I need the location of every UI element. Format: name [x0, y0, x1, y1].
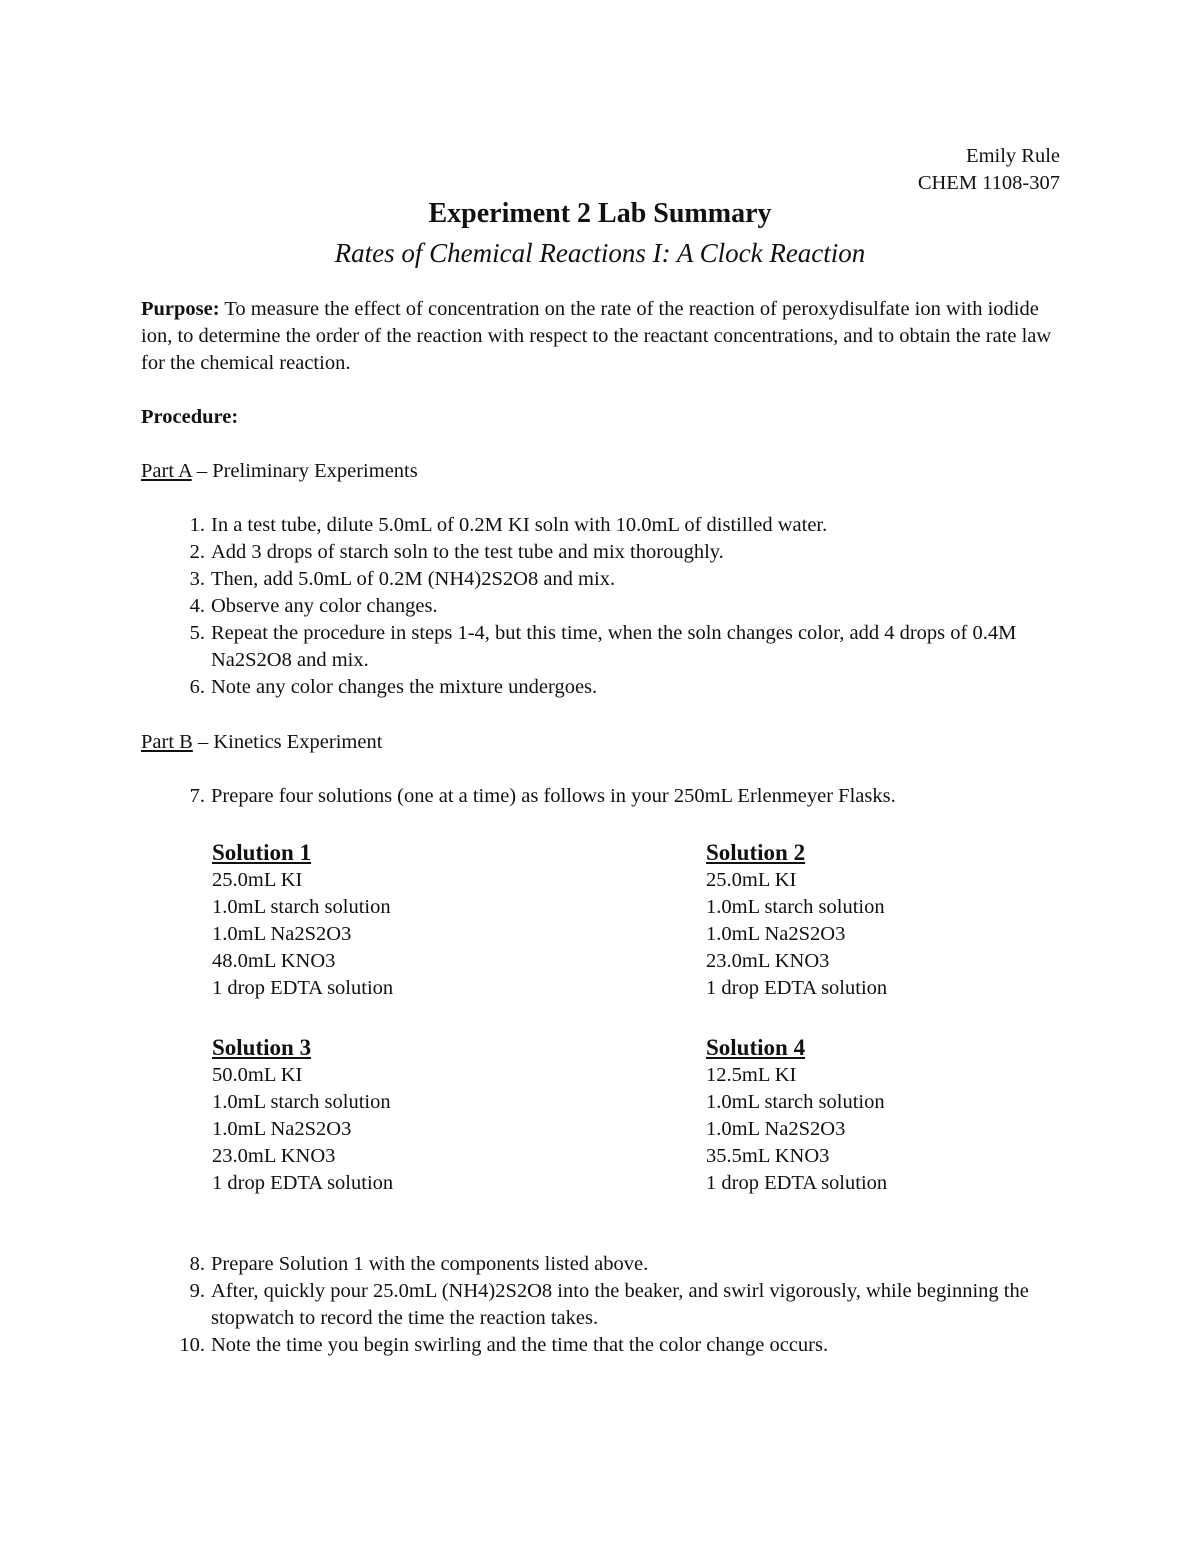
part-a-label: Part A [141, 460, 192, 482]
solution-3: Solution 3 50.0mL KI 1.0mL starch solution 1.0mL Na2S2O3 23.0mL KNO3 1 drop EDTA solution [212, 1034, 572, 1197]
list-item: 10. Note the time you begin swirling and the time that the color change occurs. [179, 1334, 829, 1356]
document-subtitle: Rates of Chemical Reactions I: A Clock Reaction [334, 238, 866, 268]
purpose-label: Purpose: [141, 298, 220, 320]
list-item: 1. In a test tube, dilute 5.0mL of 0.2M KI soln with 10.0mL of distilled water. [189, 514, 828, 536]
list-item: 8. Prepare Solution 1 with the components listed above. [189, 1253, 649, 1275]
author-block [918, 143, 1060, 197]
solution-heading: Solution 3 [212, 1035, 312, 1060]
list-item: 4. Observe any color changes. [189, 595, 438, 617]
part-b-label: Part B [141, 731, 193, 753]
part-b-heading [141, 729, 1071, 756]
solution-heading: Solution 2 [706, 840, 806, 865]
part-b-title: – Kinetics Experiment [192, 731, 383, 753]
list-item: 5. Repeat the procedure in steps 1-4, but this time, when the soln changes color, add 4 drops of 0.4M Na2S2O8 and mix. [189, 622, 1017, 671]
purpose-text: To measure the effect of concentration on the rate of the reaction of peroxydisulfate ion with iodide ion, to determine the order of the reaction with respect to the reactant concentrations, and to obtain the rate law for the chemical reaction. [141, 298, 1052, 374]
list-item: 7. Prepare four solutions (one at a time) as follows in your 250mL Erlenmeyer Flasks. [189, 785, 896, 807]
document-title: Experiment 2 Lab Summary [428, 198, 772, 229]
list-item: 2. Add 3 drops of starch soln to the test tube and mix thoroughly. [189, 541, 724, 563]
solution-1: Solution 1 25.0mL KI 1.0mL starch solution 1.0mL Na2S2O3 48.0mL KNO3 1 drop EDTA solution [212, 839, 572, 1002]
solution-4: Solution 4 12.5mL KI 1.0mL starch solution 1.0mL Na2S2O3 35.5mL KNO3 1 drop EDTA solution [706, 1034, 1066, 1197]
part-a-title: – Preliminary Experiments [191, 460, 418, 482]
part-a-steps [141, 512, 1071, 701]
part-b-steps [141, 1251, 1071, 1359]
list-item: 6. Note any color changes the mixture undergoes. [189, 676, 598, 698]
part-b-step-7 [141, 783, 1071, 810]
list-item: 9. After, quickly pour 25.0mL (NH4)2S2O8 into the beaker, and swirl vigorously, while beginning the stopwatch to record the time the reaction takes. [189, 1280, 1029, 1329]
procedure-heading: Procedure: [141, 406, 239, 428]
solution-heading: Solution 4 [706, 1035, 806, 1060]
solution-2: Solution 2 25.0mL KI 1.0mL starch solution 1.0mL Na2S2O3 23.0mL KNO3 1 drop EDTA solution [706, 839, 1066, 1002]
part-a-heading [141, 458, 1071, 485]
purpose-paragraph [141, 296, 1071, 377]
list-item: 3. Then, add 5.0mL of 0.2M (NH4)2S2O8 and mix. [189, 568, 616, 590]
solution-heading: Solution 1 [212, 840, 312, 865]
author-name: Emily Rule [966, 145, 1060, 167]
course-code: CHEM 1108-307 [917, 172, 1060, 194]
